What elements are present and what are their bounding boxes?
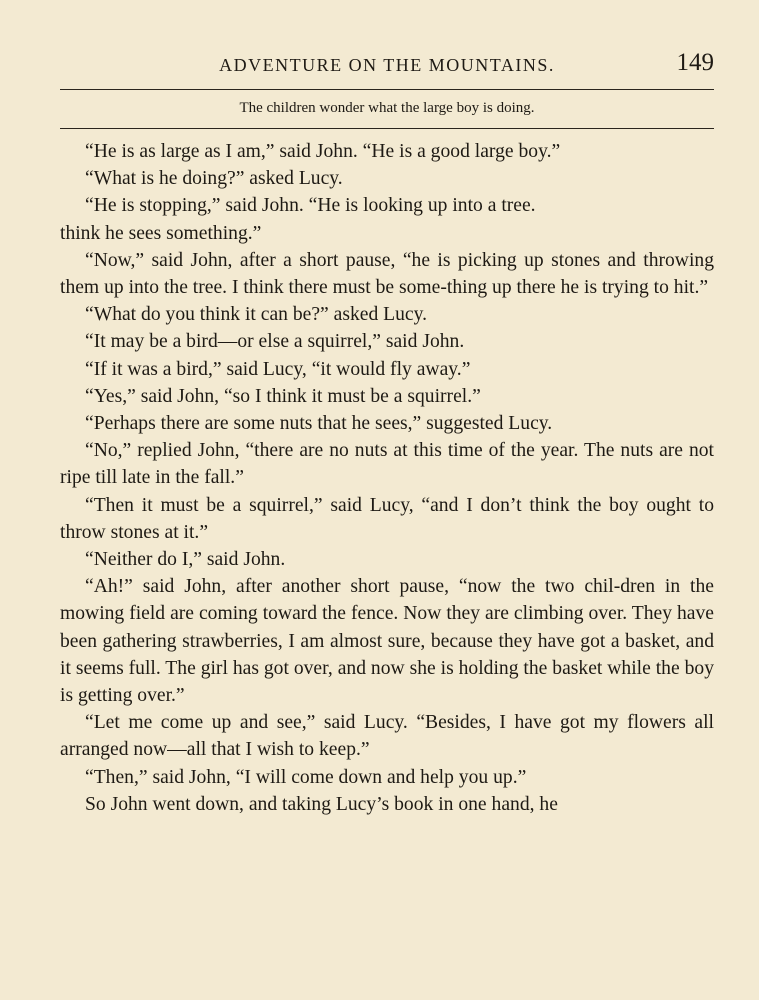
paragraph-14: “Let me come up and see,” said Lucy. “Besides, I have got my flowers all arranged now—all that I wish to keep.” bbox=[60, 712, 714, 761]
paragraph-16: So John went down, and taking Lucy’s book in one hand, he bbox=[85, 793, 558, 815]
paragraph-15: “Then,” said John, “I will come down and help you up.” bbox=[85, 766, 527, 788]
section-subhead: The children wonder what the large boy is doing. bbox=[239, 100, 535, 116]
page-number: 149 bbox=[676, 49, 714, 76]
paragraph-5: “What do you think it can be?” asked Lucy. bbox=[85, 304, 428, 326]
paragraph-3-continued: think he sees something.” bbox=[60, 222, 262, 244]
bottom-rule bbox=[60, 128, 714, 129]
paragraph-9: “Perhaps there are some nuts that he sees,” suggested Lucy. bbox=[85, 413, 553, 435]
paragraph-7: “If it was a bird,” said Lucy, “it would fly away.” bbox=[85, 358, 471, 380]
paragraph-6: “It may be a bird—or else a squirrel,” said John. bbox=[85, 331, 465, 353]
paragraph-2: “What is he doing?” asked Lucy. bbox=[85, 168, 343, 190]
paragraph-10: “No,” replied John, “there are no nuts at this time of the year. The nuts are not ripe till late in the fall.” bbox=[60, 440, 714, 489]
paragraph-11: “Then it must be a squirrel,” said Lucy, “and I don’t think the boy ought to throw stones at it.” bbox=[60, 494, 714, 543]
running-title: ADVENTURE ON THE MOUNTAINS. bbox=[219, 55, 555, 75]
paragraph-1: “He is as large as I am,” said John. “He is a good large boy.” bbox=[85, 141, 561, 162]
running-head bbox=[60, 49, 714, 80]
body-text bbox=[60, 138, 714, 818]
paragraph-8: “Yes,” said John, “so I think it must be a squirrel.” bbox=[85, 385, 481, 407]
top-rule bbox=[60, 89, 714, 90]
paragraph-13: “Ah!” said John, after another short pause, “now the two chil-dren in the mowing field are coming toward the fence. Now they are climbing over. They have been gathering strawberries, I am almost sure, because they have got a basket, and it seems full. The girl has got over, and now she is holding the basket while the boy is getting over.” bbox=[60, 576, 714, 707]
paragraph-4: “Now,” said John, after a short pause, “he is picking up stones and throwing them up into the tree. I think there must be some-thing up there he is trying to hit.” bbox=[60, 249, 714, 299]
paragraph-3: “He is stopping,” said John. “He is looking up into a tree. bbox=[85, 195, 536, 217]
paragraph-12: “Neither do I,” said John. bbox=[85, 549, 286, 571]
